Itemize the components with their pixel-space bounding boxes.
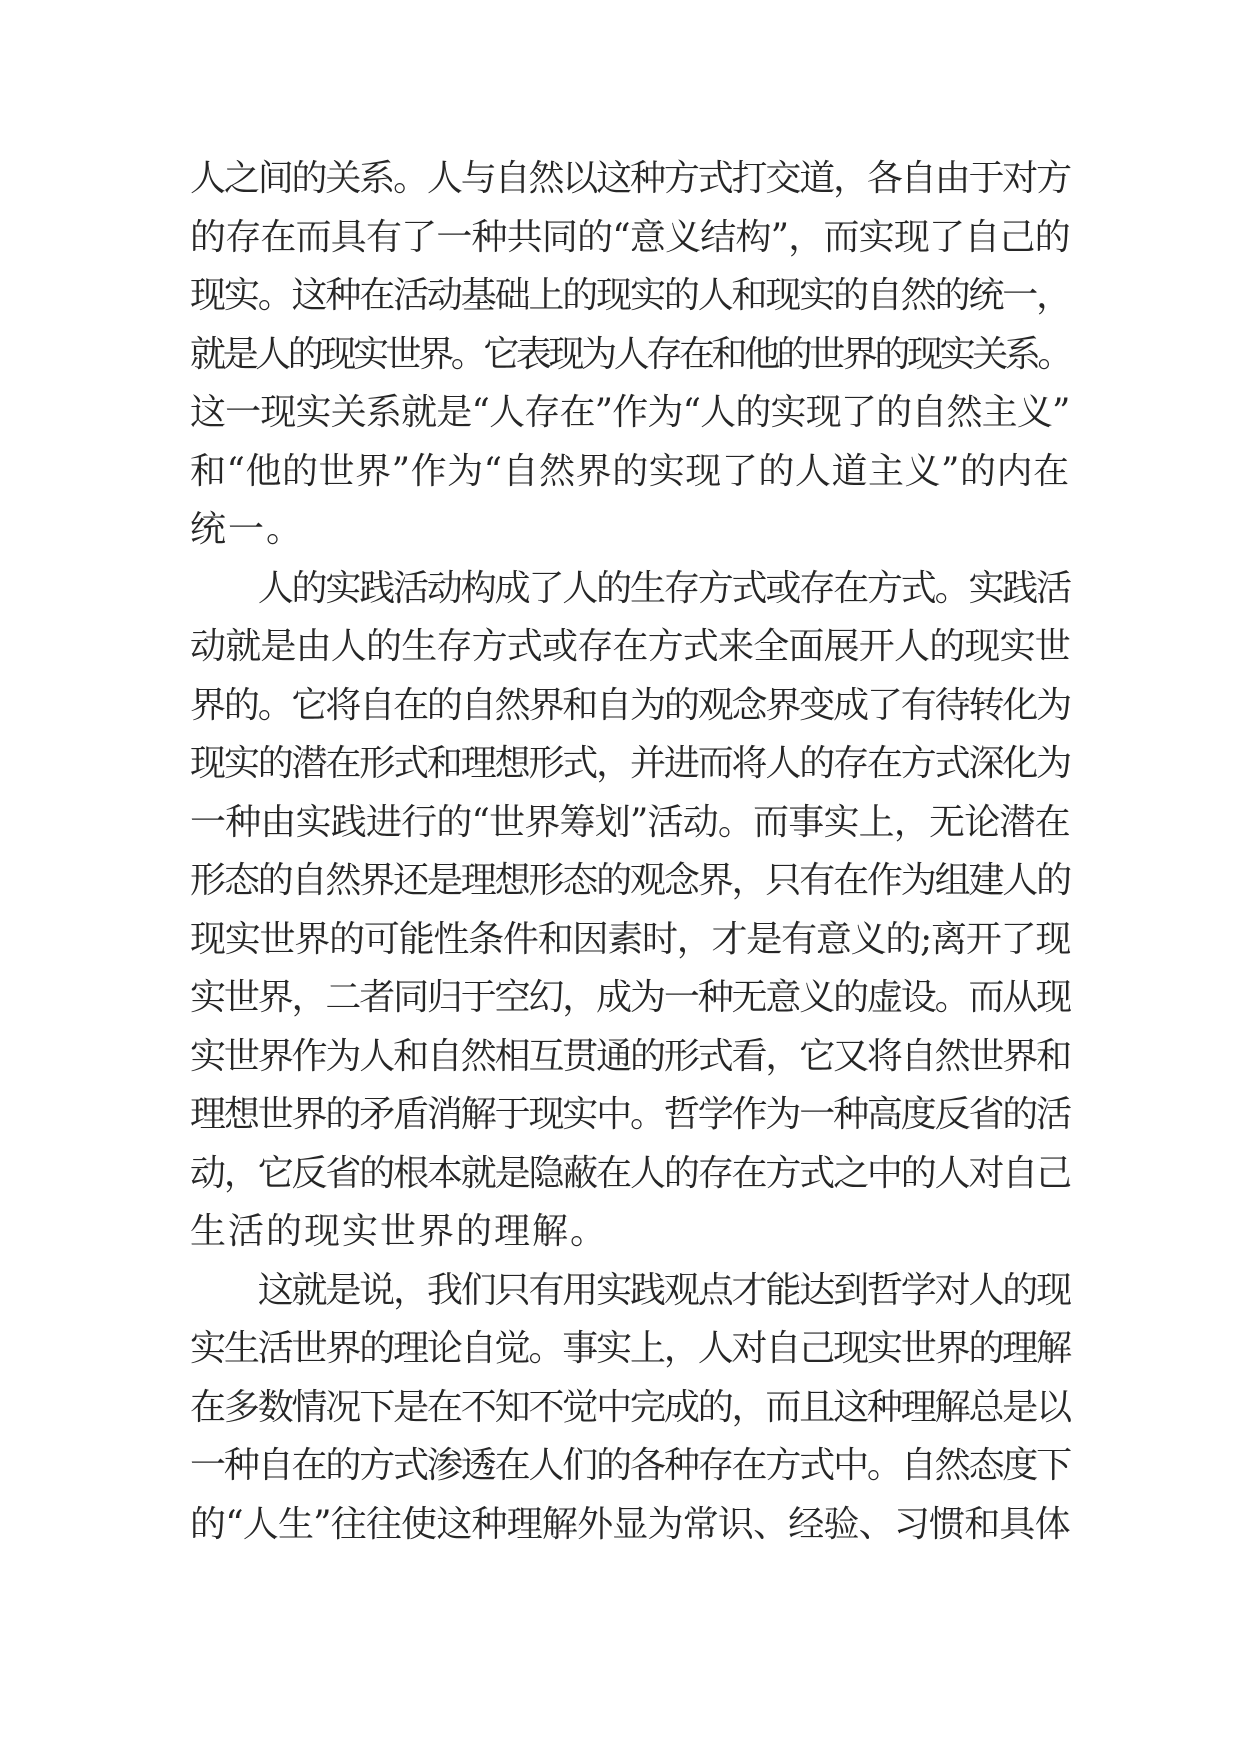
- text-line: 的存在而具有了一种共同的“意义结构”，而实现了自己的: [190, 216, 1070, 258]
- text-line: 现实的潜在形式和理想形式，并进而将人的存在方式深化为: [190, 743, 1071, 784]
- text-line: 实世界作为人和自然相互贯通的形式看，它又将自然世界和: [190, 1035, 1071, 1077]
- text-line: 一种自在的方式渗透在人们的各种存在方式中。自然态度下: [190, 1445, 1071, 1486]
- text-line: 的“人生”往往使这种理解外显为常识、经验、习惯和具体: [190, 1503, 1070, 1545]
- text-line: 理想世界的矛盾消解于现实中。哲学作为一种高度反省的活: [190, 1094, 1071, 1135]
- text-line: 界的。它将自在的自然界和自为的观念界变成了有待转化为: [190, 684, 1071, 726]
- text-line: 这就是说，我们只有用实践观点才能达到哲学对人的现: [190, 1269, 1071, 1311]
- text-line: 动就是由人的生存方式或存在方式来全面展开人的现实世: [190, 626, 1071, 667]
- text-line: 实世界，二者同归于空幻，成为一种无意义的虚设。而从现: [190, 977, 1071, 1018]
- body-text: [190, 150, 1070, 1554]
- text-line: 动，它反省的根本就是隐蔽在人的存在方式之中的人对自己: [190, 1152, 1071, 1194]
- text-line: 统一。: [190, 509, 305, 550]
- text-line: 现实世界的可能性条件和因素时，才是有意义的;离开了现: [190, 918, 1071, 960]
- text-line: 实生活世界的理论自觉。事实上，人对自己现实世界的理解: [190, 1328, 1071, 1369]
- text-line: 人之间的关系。人与自然以这种方式打交道，各自由于对方: [190, 158, 1071, 199]
- text-line: 一种由实践进行的“世界筹划”活动。而事实上，无论潜在: [190, 801, 1070, 843]
- text-line: 在多数情况下是在不知不觉中完成的，而且这种理解总是以: [190, 1386, 1071, 1428]
- text-line: 人的实践活动构成了人的生存方式或存在方式。实践活: [190, 567, 1071, 609]
- text-line: 就是人的现实世界。它表现为人存在和他的世界的现实关系。: [190, 333, 1071, 375]
- text-line: 现实。这种在活动基础上的现实的人和现实的自然的统一，: [190, 275, 1071, 316]
- text-line: 形态的自然界还是理想形态的观念界，只有在作为组建人的: [190, 860, 1071, 901]
- text-line: 这一现实关系就是“人存在”作为“人的实现了的自然主义”: [190, 392, 1070, 433]
- text-line: 和“他的世界”作为“自然界的实现了的人道主义”的内在: [190, 450, 1070, 492]
- text-line: 生活的现实世界的理解。: [190, 1211, 609, 1252]
